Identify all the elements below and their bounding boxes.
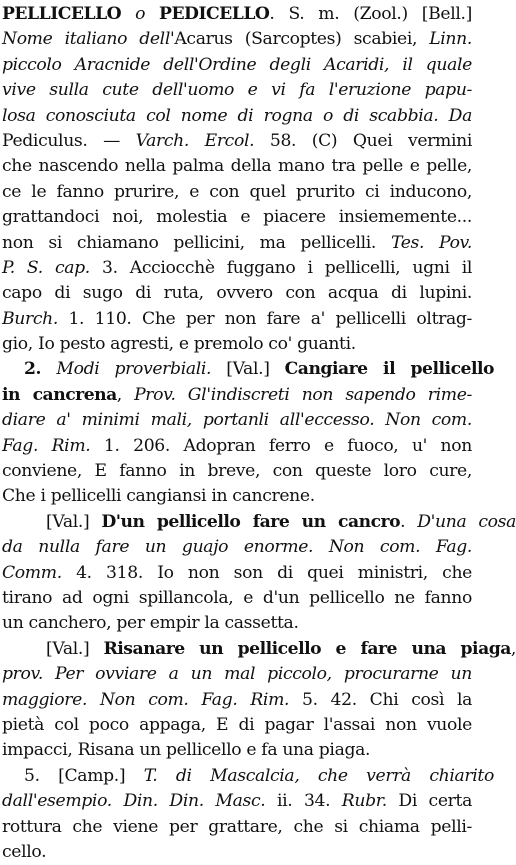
- text-line: Nome italiano dell'Acarus (Sarcoptes) scabiei, Linn.: [2, 29, 472, 50]
- text-line: P. S. cap. 3. Acciocchè fuggano i pellicelli, ugni il: [2, 257, 473, 278]
- text-line: da nulla fare un guajo enorme. Non com. Fag.: [2, 537, 472, 558]
- text-line: piccolo Aracnide dell'Ordine degli Acaridi, il quale: [2, 54, 472, 75]
- subsense-headline: [Val.] Risanare un pellicello e fare una piaga,: [46, 638, 516, 659]
- text-line: capo di sugo di ruta, ovvero con acqua di lupini.: [2, 283, 472, 304]
- text-line: in cancrena, Prov. Gl'indiscreti non sapendo rime-: [2, 384, 472, 405]
- text-line: grattandoci noi, molestia e piacere insiememente...: [2, 207, 472, 228]
- text-line: ce le fanno prurire, e con quel prurito ci inducono,: [2, 181, 472, 202]
- headword-variant: PEDICELLO: [159, 4, 270, 24]
- sense-5-headline: 5. [Camp.] T. di Mascalcia, che verrà chiarito: [24, 765, 494, 786]
- text-line: tirano ad ogni spillancola, e d'un pellicello ne fanno: [2, 587, 472, 608]
- text-line: Che i pellicelli cangiansi in cancrene.: [2, 486, 315, 507]
- text-line: Fag. Rim. 1. 206. Adopran ferro e fuoco, u' non: [2, 435, 472, 456]
- text-line: cello.: [2, 841, 47, 862]
- text-line: Burch. 1. 110. Che per non fare a' pellicelli oltrag-: [2, 308, 472, 329]
- sense-2-headline: 2. Modi proverbiali. [Val.] Cangiare il pellicello: [24, 359, 494, 380]
- text-line: pietà col poco appaga, E di pagar l'assai non vuole: [2, 714, 472, 735]
- text-line: rottura che viene per grattare, che si chiama pelli-: [2, 816, 472, 837]
- text-line: conviene, E fanno in breve, con queste loro cure,: [2, 461, 472, 482]
- text-line: diare a' minimi mali, portanli all'eccesso. Non com.: [2, 410, 472, 431]
- text-line: Comm. 4. 318. Io non son di quei ministri, che: [2, 562, 472, 583]
- text-line: vive sulla cute dell'uomo e vi fa l'eruzione papu-: [2, 80, 472, 101]
- text-line: impacci, Risana un pellicello e fa una piaga.: [2, 740, 371, 761]
- headword: PELLICELLO: [2, 4, 122, 24]
- text-line: gio, Io pesto agresti, e premolo co' guanti.: [2, 334, 356, 355]
- text-line: maggiore. Non com. Fag. Rim. 5. 42. Chi così la: [2, 689, 472, 710]
- text-line: Pediculus. — Varch. Ercol. 58. (C) Quei vermini: [2, 130, 472, 151]
- text-line: losa conosciuta col nome di rogna o di scabbia. Da: [2, 105, 472, 126]
- text-line: non si chiamano pellicini, ma pellicelli. Tes. Pov.: [2, 232, 472, 253]
- grammar-tags: . S. m. (Zool.) [Bell.]: [269, 4, 472, 24]
- headword-conjunction: o: [121, 4, 160, 24]
- text-line: un canchero, per empir la cassetta.: [2, 613, 299, 634]
- text-line: che nascendo nella palma della mano tra pelle e pelle,: [2, 156, 472, 177]
- text-line: dall'esempio. Din. Din. Masc. ii. 34. Rubr. Di certa: [2, 791, 472, 812]
- subsense-headline: [Val.] D'un pellicello fare un cancro. D'una cosa: [46, 511, 516, 532]
- entry-headline: [2, 2, 472, 27]
- text-line: prov. Per ovviare a un mal piccolo, procurarne un: [2, 664, 472, 685]
